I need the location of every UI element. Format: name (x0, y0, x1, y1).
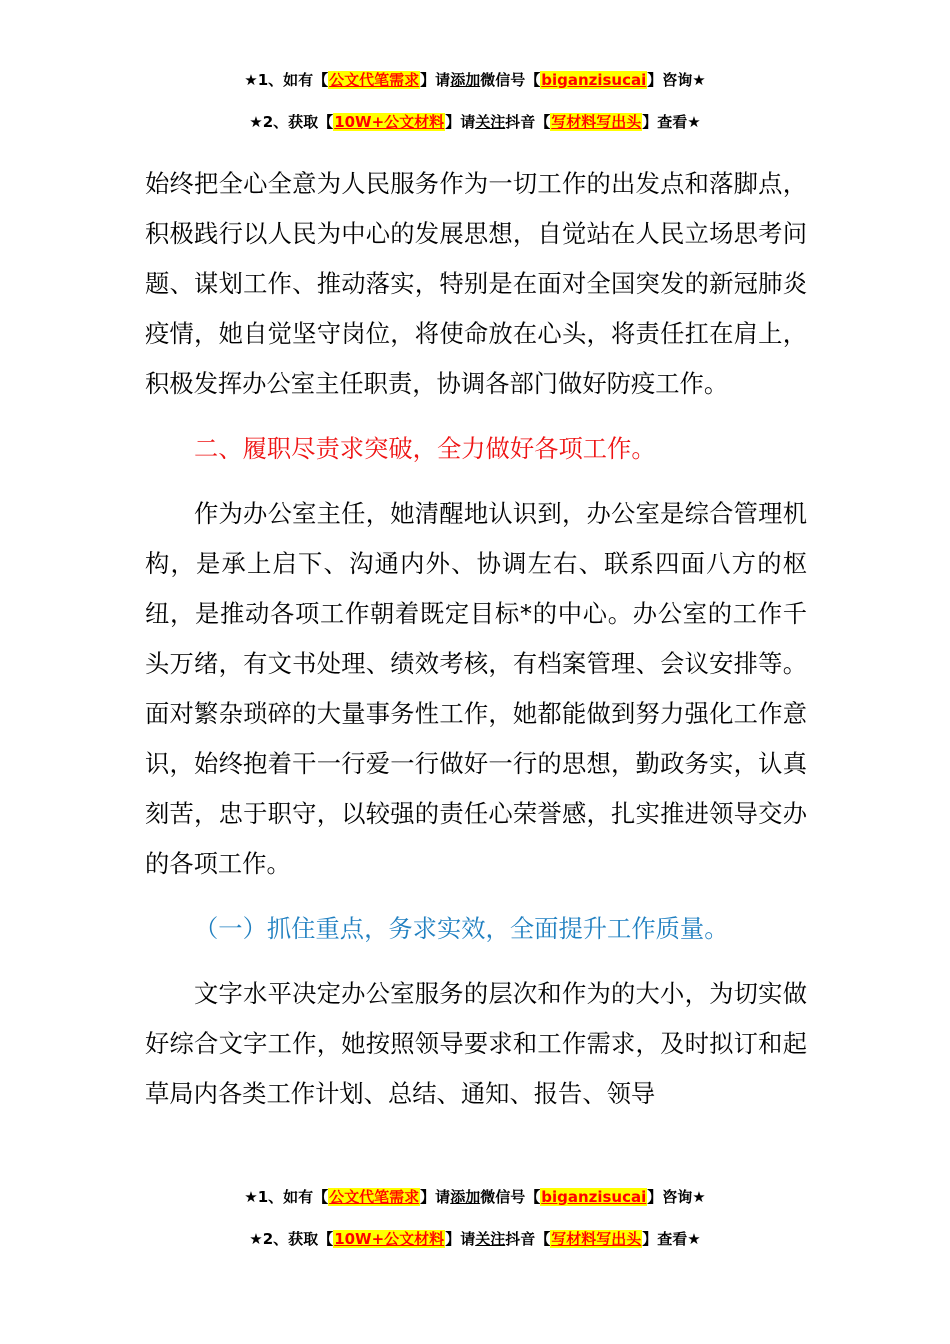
section-heading-2: 二、履职尽责求突破，全力做好各项工作。 (194, 434, 656, 463)
highlight-text: 10W+公文材料 (334, 113, 445, 131)
douyin-account: 写材料写出头 (551, 1230, 642, 1248)
douyin-account: 写材料写出头 (551, 113, 642, 131)
wechat-id: biganzisucai (541, 71, 647, 89)
paragraph-2: 作为办公室主任，她清醒地认识到，办公室是综合管理机构，是承上启下、沟通内外、协调左右、联系四面八方的枢纽，是推动各项工作朝着既定目标*的中心。办公室的工作千头万绪，有文书处理、绩效考核，有档案管理、会议安排等。面对繁杂琐碎的大量事务性工作，她都能做到努力强化工作意识，始终抱着干一行爱一行做好一行的思想，勤政务实，认真刻苦，忠于职守，以较强的责任心荣誉感，扎实推进领导交办的各项工作。 (145, 499, 807, 878)
highlight-text: 公文代笔需求 (329, 1188, 420, 1206)
highlight-text: 10W+公文材料 (334, 1230, 445, 1248)
header-promo-line-1: ★1、如有【公文代笔需求】请添加微信号【biganzisucai】咨询★ (244, 71, 706, 89)
paragraph-3: 文字水平决定办公室服务的层次和作为的大小，为切实做好综合文字工作，她按照领导要求和工作需求，及时拟订和起草局内各类工作计划、总结、通知、报告、领导 (145, 979, 807, 1108)
footer-promo-line-1: ★1、如有【公文代笔需求】请添加微信号【biganzisucai】咨询★ (244, 1188, 706, 1206)
subheading-1: （一）抓住重点，务求实效，全面提升工作质量。 (194, 914, 729, 943)
wechat-id: biganzisucai (541, 1188, 647, 1206)
document-body (145, 159, 807, 1119)
footer-promo-line-2: ★2、获取【10W+公文材料】请关注抖音【写材料写出头】查看★ (249, 1230, 701, 1248)
highlight-text: 公文代笔需求 (329, 71, 420, 89)
paragraph-1: 始终把全心全意为人民服务作为一切工作的出发点和落脚点，积极践行以人民为中心的发展思想，自觉站在人民立场思考问题、谋划工作、推动落实，特别是在面对全国突发的新冠肺炎疫情，她自觉坚守岗位，将使命放在心头，将责任扛在肩上，积极发挥办公室主任职责，协调各部门做好防疫工作。 (145, 169, 807, 398)
header-promo-line-2: ★2、获取【10W+公文材料】请关注抖音【写材料写出头】查看★ (249, 113, 701, 131)
